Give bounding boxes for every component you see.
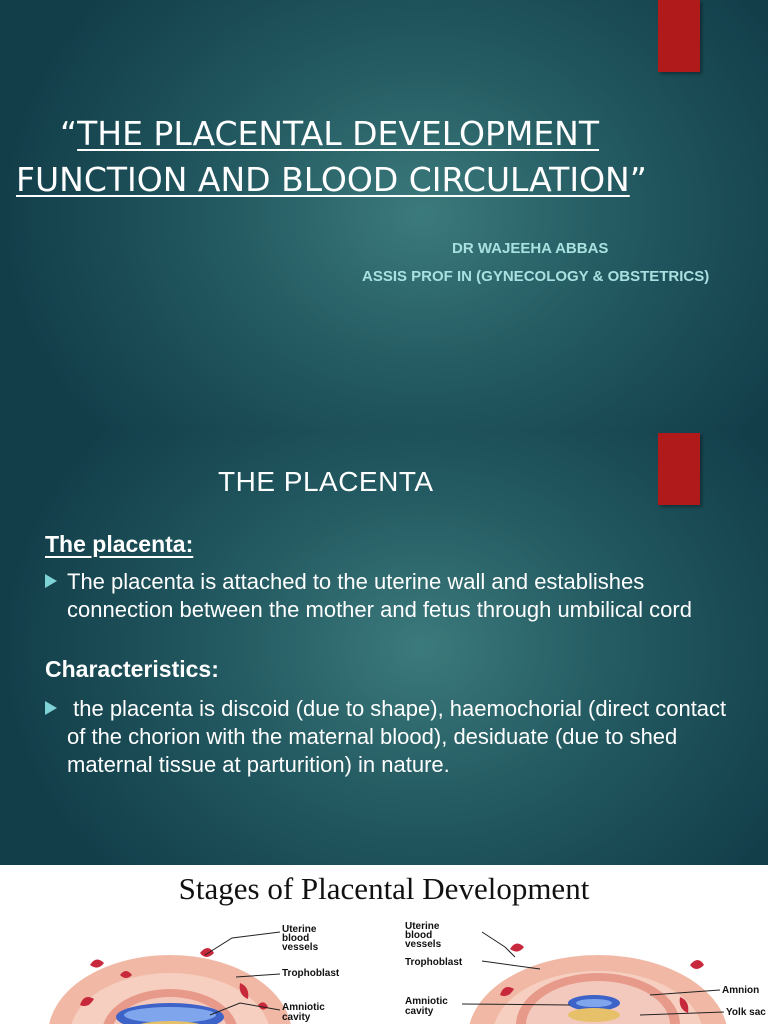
placenta-slide: [0, 430, 768, 865]
author-title: ASSIS PROF IN (GYNECOLOGY & OBSTETRICS): [362, 268, 710, 285]
right-embryo-figure: [462, 932, 728, 1024]
label-amniotic-cavity-left: Amniotic cavity: [282, 1002, 325, 1023]
bullet-arrow-icon: [45, 574, 57, 588]
placental-development-illustration: [0, 865, 768, 1024]
label-uterine-vessels-left: Uterine blood vessels: [282, 924, 319, 953]
slide-title: THE PLACENTA: [218, 466, 434, 497]
author-name: DR WAJEEHA ABBAS: [452, 240, 609, 257]
accent-bar: [658, 433, 700, 505]
heading-placenta: The placenta:: [45, 531, 194, 557]
label-amniotic-cavity-right: Amniotic cavity: [405, 996, 448, 1017]
title-line-2: FUNCTION AND BLOOD CIRCULATION”: [16, 160, 647, 199]
bullet-arrow-icon: [45, 701, 57, 715]
bullet-text: the placenta is discoid (due to shape), haemochorial (direct contact of the chorion with the maternal blood), desiduate (due to shed maternal tissue at parturition) in nature.: [67, 696, 733, 777]
diagram-title: Stages of Placental Development: [178, 871, 590, 906]
title-line-1: “THE PLACENTAL DEVELOPMENT: [60, 114, 600, 153]
heading-characteristics: Characteristics:: [45, 656, 219, 682]
diagram-slide: [0, 865, 768, 1024]
left-embryo-figure: [48, 932, 292, 1024]
label-yolk-sac: Yolk sac: [726, 1007, 766, 1018]
title-slide: [0, 0, 768, 430]
label-uterine-vessels-right: Uterine blood vessels: [405, 921, 442, 950]
accent-bar: [658, 0, 700, 72]
bullet-item: [45, 695, 745, 779]
bullet-item: [45, 568, 745, 624]
label-amnion: Amnion: [722, 985, 760, 996]
label-trophoblast-left: Trophoblast: [282, 968, 340, 979]
bullet-text: The placenta is attached to the uterine wall and establishes connection between the mother and fetus through umbilical cord: [67, 569, 692, 622]
label-trophoblast-right: Trophoblast: [405, 957, 463, 968]
